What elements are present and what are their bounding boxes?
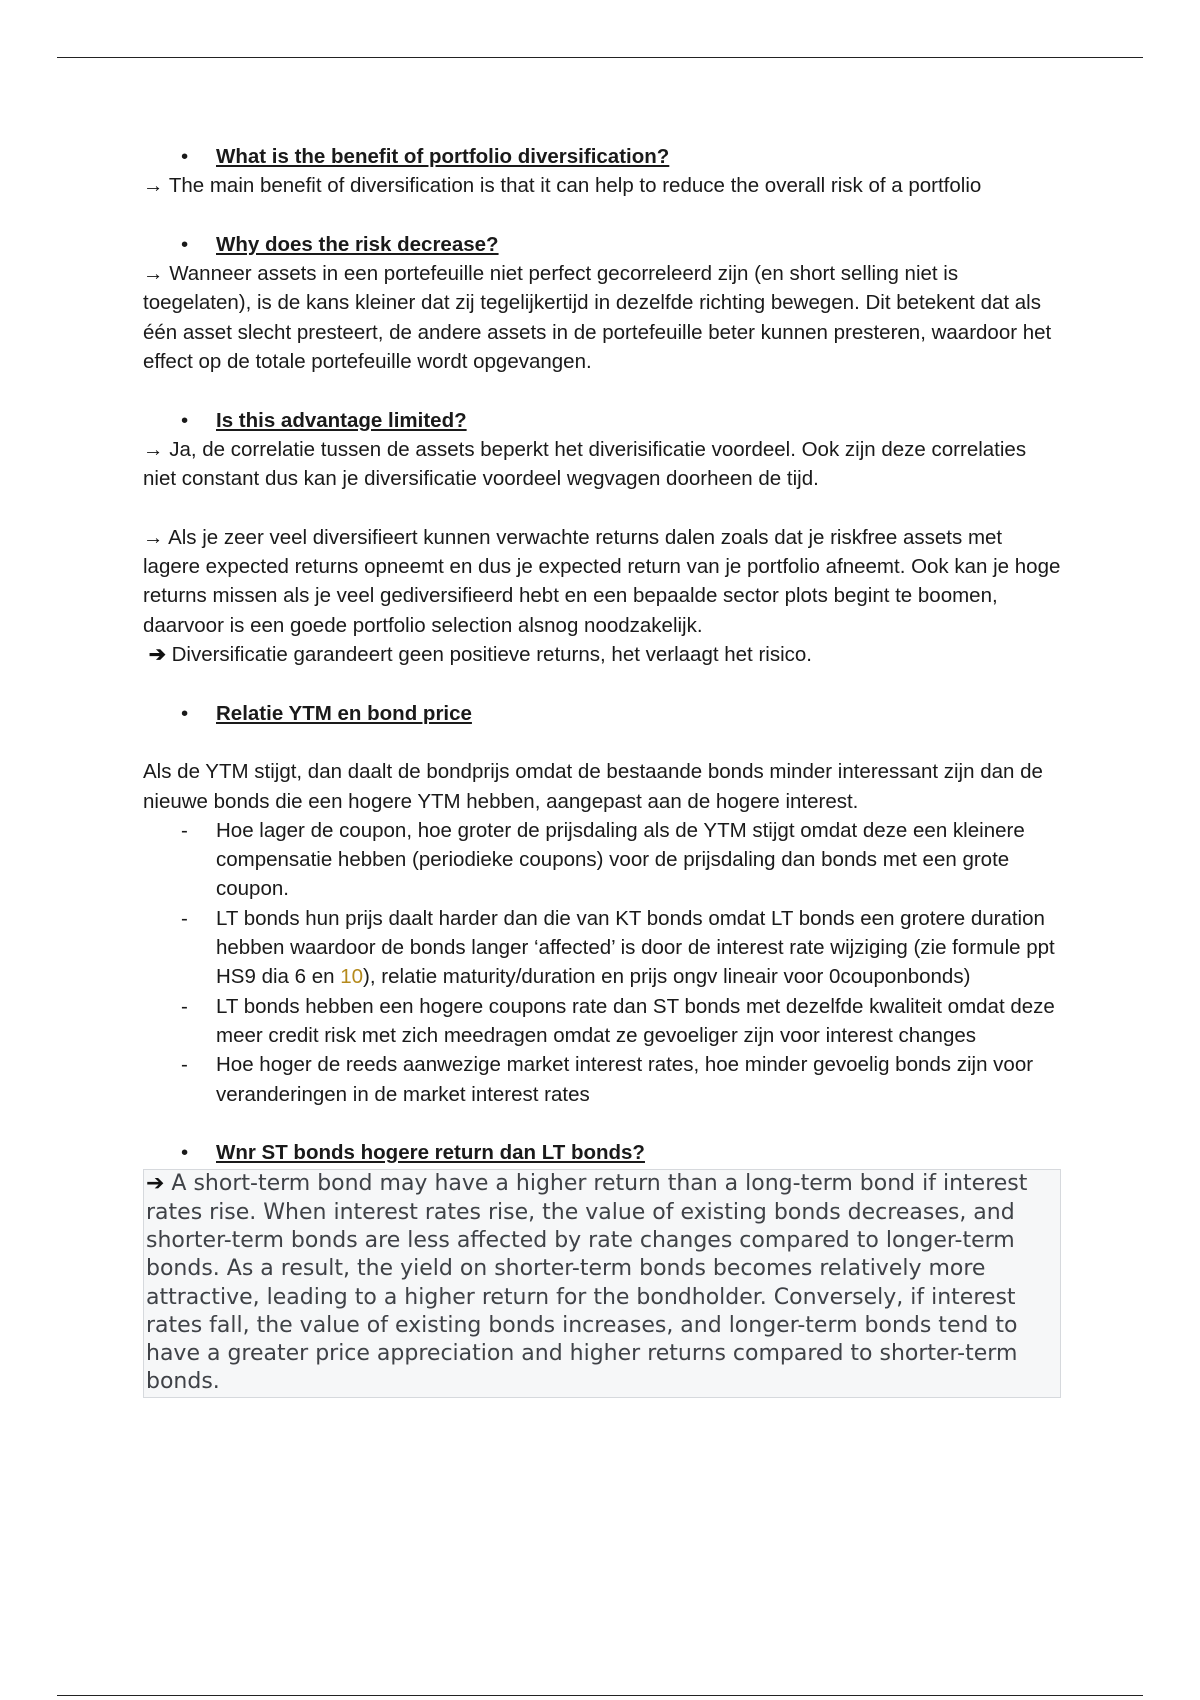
bullet: • bbox=[181, 232, 189, 256]
question-heading bbox=[143, 699, 1063, 728]
slide-number-highlight: 10 bbox=[340, 965, 364, 989]
intro-paragraph: Als de YTM stijgt, dan daalt de bondprijs omdat de bestaande bonds minder interessant zijn dan de nieuwe bonds die een hogere YTM hebben, aangepast aan de hogere interest. bbox=[143, 760, 1043, 813]
footer-rule bbox=[57, 1695, 1143, 1696]
list-item bbox=[143, 1050, 1063, 1109]
list-item-text: Hoe lager de coupon, hoe groter de prijsdaling als de YTM stijgt omdat deze een kleinere compensatie hebben (periodieke coupons) voor de prijsdaling dan bonds met een grote coupon. bbox=[216, 818, 1025, 901]
list-item bbox=[143, 904, 1063, 992]
bold-arrow-icon: ➔ bbox=[146, 1171, 165, 1197]
arrow-icon: → bbox=[143, 262, 164, 286]
conclusion-paragraph bbox=[143, 640, 1063, 669]
question-heading bbox=[143, 142, 1063, 171]
list-item-text: Hoe hoger de reeds aanwezige market interest rates, hoe minder gevoelig bonds zijn voor veranderingen in de market interest rates bbox=[216, 1053, 1034, 1106]
list-item bbox=[143, 992, 1063, 1051]
dash-marker: - bbox=[181, 818, 188, 842]
bullet: • bbox=[181, 145, 189, 168]
pasted-answer-box bbox=[143, 1169, 1061, 1397]
list-item bbox=[143, 816, 1063, 904]
answer-text: Wanneer assets in een portefeuille niet perfect gecorreleerd zijn (en short selling niet is toegelaten), is de kans kleiner dat zij tegelijkertijd in dezelfde richting bewegen. Dit betekent dat als één asset slecht presteert, de andere assets in de portefeuille beter kunnen presteren, waardoor het effect op de totale portefeuille wordt opgevangen. bbox=[143, 262, 1052, 374]
answer-paragraph bbox=[143, 171, 1063, 200]
answer-paragraph bbox=[143, 435, 1063, 494]
answer-paragraph bbox=[143, 523, 1063, 640]
question-heading bbox=[143, 406, 1063, 435]
dash-marker: - bbox=[181, 994, 188, 1018]
bullet: • bbox=[181, 701, 189, 725]
bold-arrow-icon: ➔ bbox=[148, 643, 166, 667]
heading-text: Relatie YTM en bond price bbox=[216, 701, 472, 725]
answer-text: The main benefit of diversification is that it can help to reduce the overall risk of a portfolio bbox=[163, 174, 982, 198]
conclusion-text: Diversificatie garandeert geen positieve returns, het verlaagt het risico. bbox=[165, 643, 812, 667]
list-item-text: LT bonds hebben een hogere coupons rate dan ST bonds met dezelfde kwaliteit omdat deze meer credit risk met zich meedragen omdat ze gevoeliger zijn voor interest changes bbox=[216, 994, 1055, 1047]
heading-text: Is this advantage limited? bbox=[216, 408, 467, 432]
dash-marker: - bbox=[181, 906, 188, 930]
dash-list bbox=[143, 816, 1063, 1109]
answer-text: Ja, de correlatie tussen de assets beperkt het diverisificatie voordeel. Ook zijn deze correlaties niet constant dus kan je diversificatie voordeel wegvagen doorheen de tijd. bbox=[143, 437, 1027, 491]
heading-text: What is the benefit of portfolio diversification? bbox=[216, 145, 670, 168]
bullet: • bbox=[181, 408, 189, 432]
dash-marker: - bbox=[181, 1053, 188, 1077]
document-body bbox=[143, 142, 1063, 1398]
question-heading bbox=[143, 1138, 1063, 1167]
answer-text: Als je zeer veel diversifieert kunnen verwachte returns dalen zoals dat je riskfree assets met lagere expected returns opneemt en dus je expected return van je portfolio afneemt. Ook kan je hoge returns missen als je veel gediversifieerd hebt en een bepaalde sector plots begint te boomen, daarvoor is een goede portfolio selection alsnog noodzakelijk. bbox=[143, 525, 1061, 637]
list-item-text-tail: ), relatie maturity/duration en prijs ongv lineair voor 0couponbonds) bbox=[363, 965, 971, 989]
header-rule bbox=[57, 57, 1143, 58]
arrow-icon: → bbox=[143, 174, 164, 198]
arrow-icon: → bbox=[143, 437, 164, 461]
bullet: • bbox=[181, 1141, 189, 1165]
answer-text: A short-term bond may have a higher return than a long-term bond if interest rates rise. When interest rates rise, the value of existing bonds decreases, and shorter-term bonds are less affected by rate changes compared to longer-term bonds. As a result, the yield on shorter-term bonds becomes relatively more attractive, leading to a higher return for the bondholder. Conversely, if interest rates fall, the value of existing bonds increases, and longer-term bonds tend to have a greater price appreciation and higher returns compared to shorter-term bonds. bbox=[146, 1171, 1028, 1395]
arrow-icon: → bbox=[143, 525, 164, 549]
list-item-text: LT bonds hun prijs daalt harder dan die van KT bonds omdat LT bonds een grotere duration hebben waardoor de bonds langer ‘affected’ is door de interest rate wijziging (zie formule ppt HS9 dia 6 en bbox=[216, 906, 1055, 989]
heading-text: Wnr ST bonds hogere return dan LT bonds? bbox=[216, 1141, 645, 1165]
question-heading bbox=[143, 230, 1063, 259]
answer-paragraph bbox=[143, 259, 1063, 376]
heading-text: Why does the risk decrease? bbox=[216, 232, 499, 256]
